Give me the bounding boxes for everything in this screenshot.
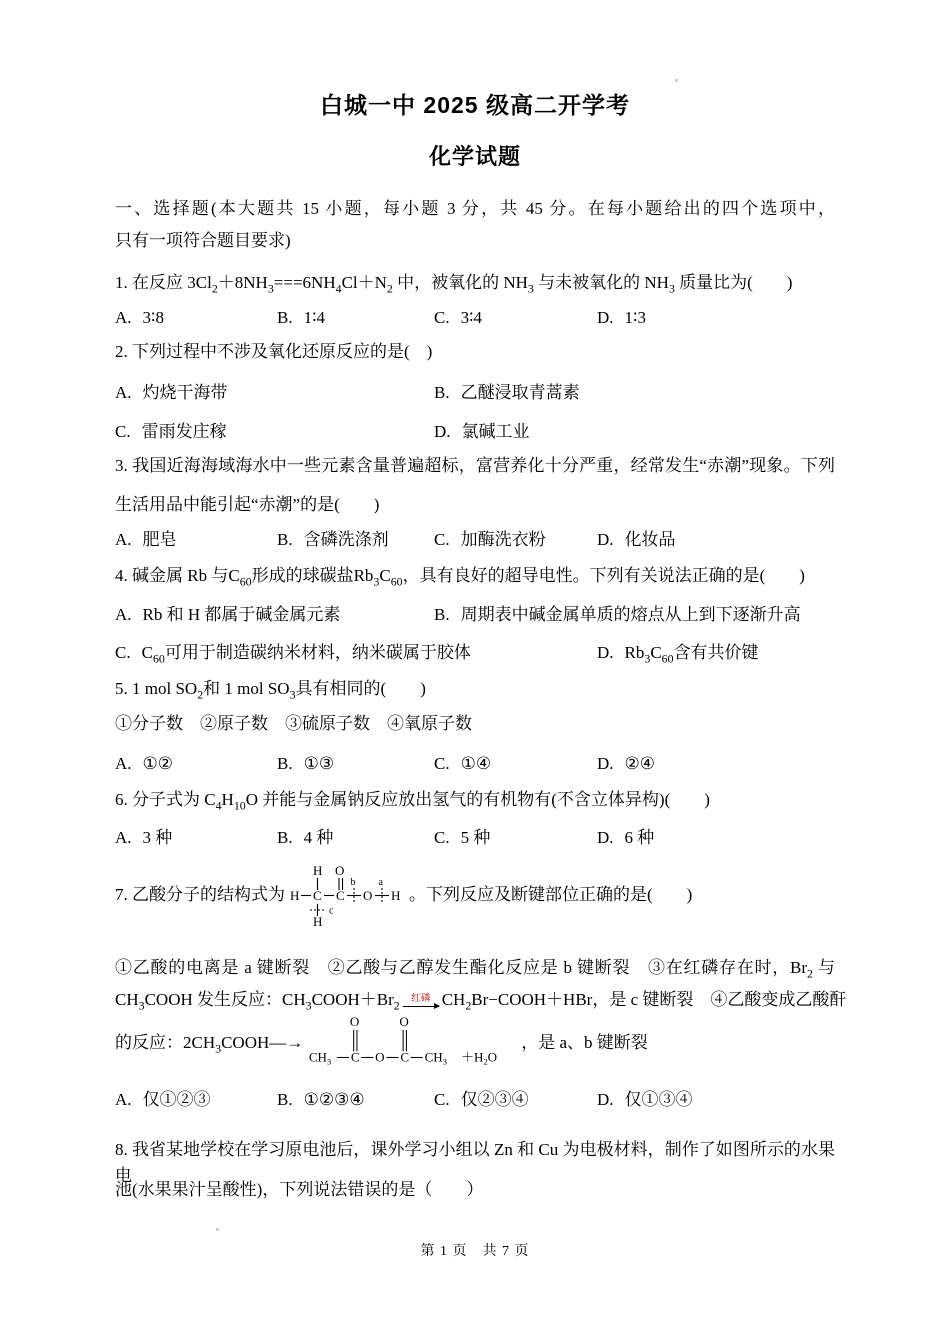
q7-equation-prefix: $CH_3COOH$ 发生反应：$CH_3COOH+Br_2$ (115, 990, 400, 1013)
atom-label: C (336, 888, 345, 903)
group-label: $CH_3$ (309, 1049, 332, 1067)
option-b: B. 4 种 (277, 828, 334, 847)
question-7-line2: ①乙酸的电离是 a 键断裂 ②乙酸与乙醇发生酯化反应是 b 键断裂 ③在红磷存在时，$Br_2$ 与 (115, 958, 835, 981)
option-c: C. 加酶洗衣粉 (434, 530, 546, 549)
option-a: A. 仅①②③ (115, 1090, 211, 1109)
water-byproduct: $+H_2O$ (461, 1049, 498, 1067)
atom-label: O (335, 863, 345, 878)
group-label: $CH_3$ (424, 1049, 448, 1067)
question-1-options (115, 305, 835, 331)
bond-label-a: a (378, 877, 383, 888)
question-5-options (115, 751, 835, 777)
reaction-arrow (403, 994, 439, 1007)
option-d: D. 仅①③④ (597, 1090, 693, 1109)
question-8-stem-line1: 8. 我省某地学校在学习原电池后，课外学习小组以 Zn 和 Cu 为电极材料，制作了如图所示的水果电 (115, 1140, 835, 1185)
option-b: B. 乙醚浸取青蒿素 (434, 383, 580, 402)
paper-title: 化学试题 (428, 144, 521, 169)
atom-label: C (351, 1049, 360, 1065)
option-a: A. 3 种 (115, 828, 173, 847)
atom-label: O (350, 1015, 360, 1030)
atom-label: O (375, 1049, 385, 1065)
question-4-options-row2 (115, 640, 835, 666)
reaction-condition: 红磷 (411, 992, 431, 1004)
option-d: D. $Rb_3C_{60}$含有共价键 (597, 643, 759, 666)
q7-stem-suffix: 。下列反应及断键部位正确的是( ) (409, 885, 693, 904)
option-c: C. 5 种 (434, 828, 491, 847)
atom-label: H (290, 888, 300, 903)
option-b: B. 周期表中碱金属单质的熔点从上到下逐渐升高 (434, 605, 801, 624)
ink-speck (216, 1228, 219, 1231)
section-header-line2: 只有一项符合题目要求) (115, 231, 291, 250)
page-footer: 第 1 页 共 7 页 (420, 1244, 530, 1259)
option-d: D. 1∶3 (597, 308, 646, 327)
option-a: A. ①② (115, 754, 174, 773)
arrow-shaft-icon (403, 1006, 439, 1007)
option-c: C. 雷雨发庄稼 (115, 422, 227, 441)
question-8-stem-line2: 池(水果果汁呈酸性)，下列说法错误的是（ ） (115, 1180, 484, 1199)
atom-label: H (313, 863, 323, 878)
atom-label: O (363, 888, 373, 903)
atom-label: H (391, 888, 401, 903)
bond-label-c: c (329, 905, 334, 917)
option-a: A. 3∶8 (115, 308, 164, 327)
atom-label: C (313, 888, 322, 903)
option-c: C. $C_{60}$可用于制造碳纳米材料，纳米碳属于胶体 (115, 643, 471, 666)
question-3-stem-line2: 生活用品中能引起“赤潮”的是( ) (115, 495, 380, 514)
q7-equation-suffix: $CH_2Br-COOH+HBr$，是 c 键断裂 ④乙酸变成乙酸酐 (441, 990, 847, 1013)
option-a: A. 灼烧干海带 (115, 383, 228, 402)
option-d: D. 6 种 (597, 828, 655, 847)
option-a: A. 肥皂 (115, 530, 177, 549)
option-d: D. 氯碱工业 (434, 422, 530, 441)
option-c: C. 仅②③④ (434, 1090, 529, 1109)
question-7-options (115, 1087, 835, 1113)
question-2-stem: 2. 下列过程中不涉及氧化还原反应的是( ) (115, 342, 433, 361)
question-5-items: ①分子数 ②原子数 ③硫原子数 ④氧原子数 (115, 714, 472, 733)
acetic-anhydride-structure (306, 1015, 518, 1071)
ink-speck (675, 79, 678, 82)
q7-anhydride-prefix: 的反应：$2CH_3COOH—\to$ (115, 1033, 304, 1056)
atom-label: H (313, 914, 323, 927)
question-3-options (115, 527, 835, 553)
question-4-options-row1 (115, 602, 835, 628)
question-7-line4 (115, 1011, 835, 1075)
option-b: B. 1∶4 (277, 308, 326, 327)
option-b: B. ①②③④ (277, 1090, 365, 1109)
atom-label: O (399, 1015, 410, 1030)
question-4-stem: 4. 碱金属 Rb 与$C_{60}$形成的球碳盐$Rb_3C_{60}$，具有良好的超导电性。下列有关说法正确的是( ) (115, 566, 805, 589)
question-2-options-row2 (115, 419, 835, 445)
exam-title: 白城一中 2025 级高二开学考 (320, 92, 630, 118)
bond-label-b: b (350, 877, 356, 888)
option-a: A. Rb 和 H 都属于碱金属元素 (115, 605, 341, 624)
question-3-stem-line1: 3. 我国近海海域海水中一些元素含量普遍超标，富营养化十分严重，经常发生“赤潮”现象。下列 (115, 456, 835, 475)
q7-anhydride-suffix: ，是 a、b 键断裂 (521, 1033, 648, 1052)
q7-stem-prefix: 7. 乙酸分子的结构式为 (115, 885, 285, 904)
section-header-line1: 一、选择题(本大题共 15 小题，每小题 3 分，共 45 分。在每小题给出的四个选项中， (115, 199, 835, 218)
atom-label: C (400, 1049, 410, 1065)
option-c: C. 3∶4 (434, 308, 483, 327)
option-b: B. ①③ (277, 754, 335, 773)
option-c: C. ①④ (434, 754, 492, 773)
question-7-stem (115, 848, 835, 942)
question-5-stem: 5. 1 mol $SO_2$和 1 mol $SO_3$具有相同的( ) (115, 679, 426, 702)
question-2-options-row1 (115, 380, 835, 406)
question-6-stem: 6. 分子式为 $C_4H_{10}O$ 并能与金属钠反应放出氢气的有机物有(不含立体异构)( ) (115, 790, 710, 813)
option-b: B. 含磷洗涤剂 (277, 530, 389, 549)
option-d: D. 化妆品 (597, 530, 676, 549)
acetic-acid-structure (288, 863, 406, 927)
question-1-stem: 1. 在反应 $3Cl_2+8NH_3===6NH_4Cl+N_2$ 中，被氧化的 $NH_3$ 与未被氧化的 $NH_3$ 质量比为( ) (115, 273, 793, 296)
option-d: D. ②④ (597, 754, 656, 773)
